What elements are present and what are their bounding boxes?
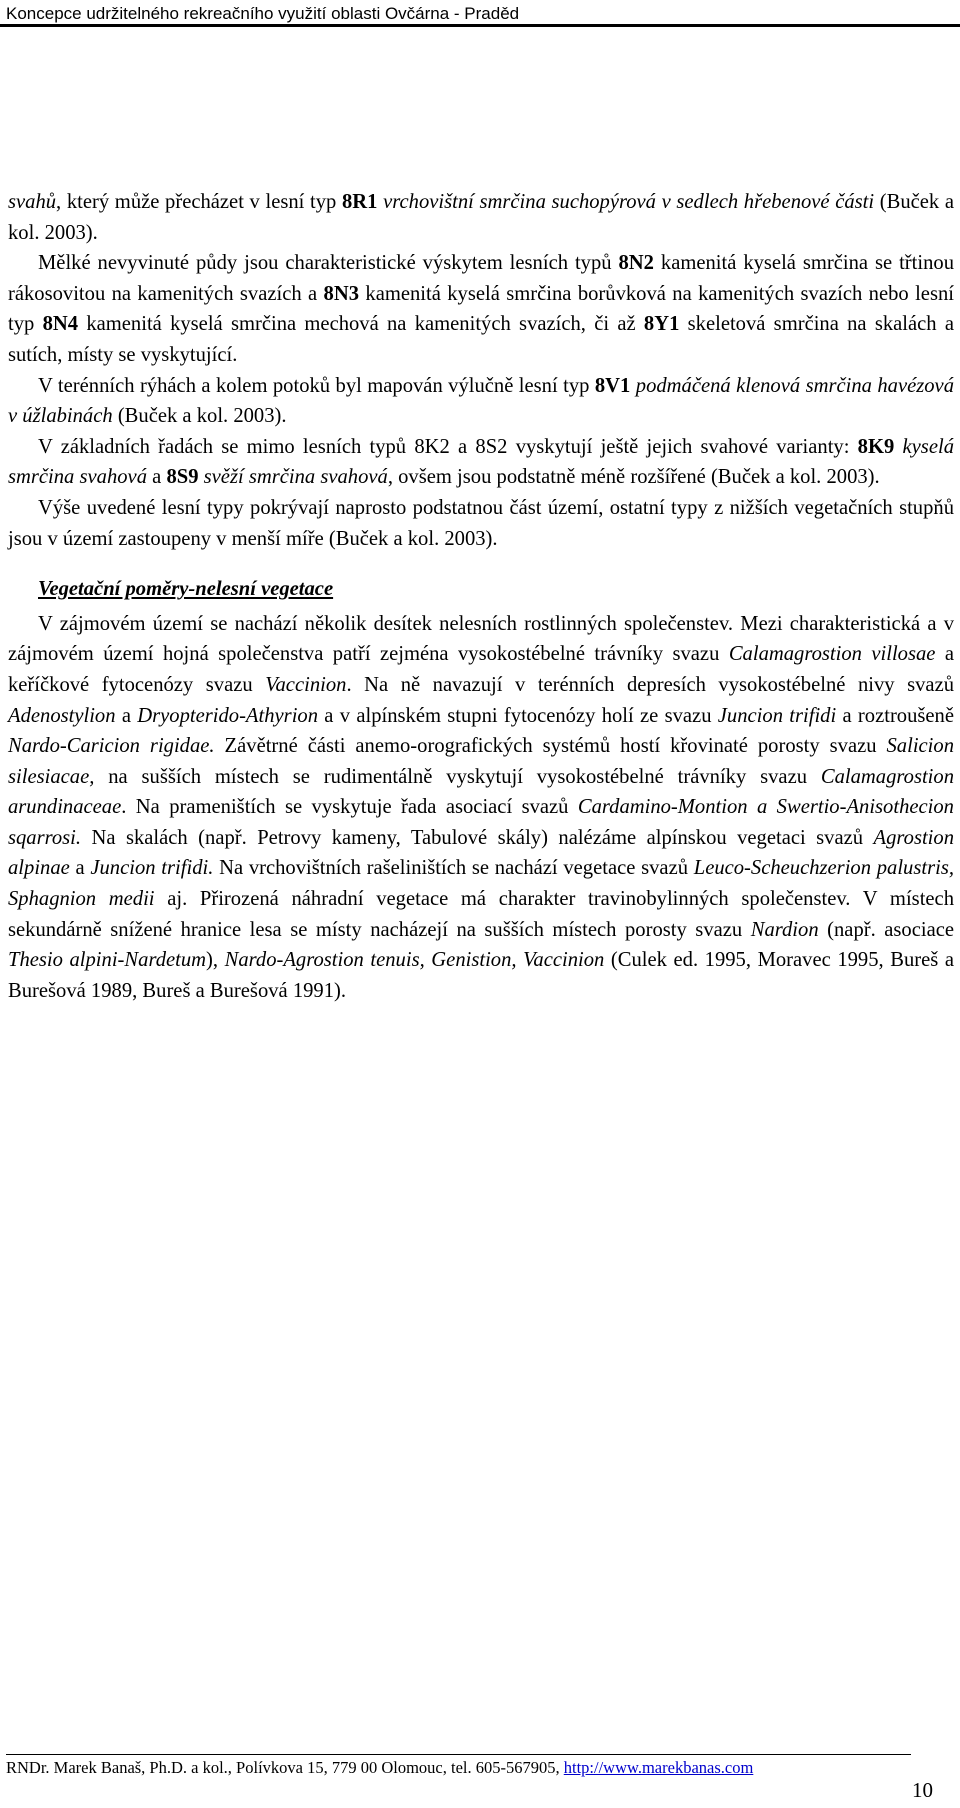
page-header <box>0 0 960 28</box>
page-number: 10 <box>912 1778 933 1802</box>
paragraph-3: V terénních rýhách a kolem potoků byl mapován výlučně lesní typ 8V1 podmáčená klenová smrčina havézová v úžlabinách (Buček a kol. 2003). <box>8 374 954 428</box>
section-heading: Vegetační poměry-nelesní vegetace <box>38 578 334 601</box>
paragraph-5: Výše uvedené lesní typy pokrývají naprosto podstatnou část území, ostatní typy z nižších vegetačních stupňů jsou v území zastoupeny v menší míře (Buček a kol. 2003). <box>8 496 954 550</box>
paragraph-1: svahů, který může přecházet v lesní typ 8R1 vrchovištní smrčina suchopýrová v sedlech hřebenové části (Buček a kol. 2003). <box>8 191 955 244</box>
document-body <box>8 187 954 1006</box>
paragraph-6: V zájmovém území se nachází několik desítek nelesních rostlinných společenstev. Mezi charakteristická a v zájmovém území hojná společenstva patří zejména vysokostébelné trávníky svazu Calamagrostion villosae a keříčkové fytocenózy svazu Vaccinion. Na ně navazují v terénních depresích vysokostébelné nivy svazů Adenostylion a Dryopterido-Athyrion a v alpínském stupni fytocenózy holí ze svazu Juncion trifidi a roztroušeně Nardo-Caricion rigidae. Závětrné části anemo-orografických systémů hostí křovinaté porosty svazu Salicion silesiacae, na sušších místech se rudimentálně vyskytují vysokostébelné trávníky svazu Calamagrostion arundinaceae. Na prameništích se vyskytuje řada asociací svazů Cardamino-Montion a Swertio-Anisothecion sqarrosi. Na skalách (např. Petrovy kameny, Tabulové skály) nalézáme alpínskou vegetaci svazů Agrostion alpinae a Juncion trifidi. Na vrchovištních rašeliništích se nachází vegetace svazů Leuco-Scheuchzerion palustris, Sphagnion medii aj. Přirozená náhradní vegetace má charakter travinobylinných společenstev. V místech sekundárně snížené hranice lesa se místy nacházejí na sušších místech porosty svazu Nardion (např. asociace Thesio alpini-Nardetum), Nardo-Agrostion tenuis, Genistion, Vaccinion (Culek ed. 1995, Moravec 1995, Bureš a Burešová 1989, Bureš a Burešová 1991). <box>8 612 955 1002</box>
footer <box>6 1758 753 1778</box>
footer-website-link[interactable]: http://www.marekbanas.com <box>563 1758 754 1777</box>
footer-rule <box>6 1754 911 1755</box>
header-title: Koncepce udržitelného rekreačního využití oblasti Ovčárna - Praděd <box>6 4 520 23</box>
paragraph-4: V základních řadách se mimo lesních typů 8K2 a 8S2 vyskytují ještě jejich svahové varianty: 8K9 kyselá smrčina svahová a 8S9 svěží smrčina svahová, ovšem jsou podstatně méně rozšířené (Buček a kol. 2003). <box>8 435 954 489</box>
footer-contact: RNDr. Marek Banaš, Ph.D. a kol., Polívkova 15, 779 00 Olomouc, tel. 605-567905, <box>6 1758 564 1777</box>
header-rule <box>0 24 960 27</box>
paragraph-2: Mělké nevyvinuté půdy jsou charakteristické výskytem lesních typů 8N2 kamenitá kyselá smrčina se třtinou rákosovitou na kamenitých svazích a 8N3 kamenitá kyselá smrčina borůvková na kamenitých svazích nebo lesní typ 8N4 kamenitá kyselá smrčina mechová na kamenitých svazích, či až 8Y1 skeletová smrčina na skalách a sutích, místy se vyskytující. <box>8 252 955 366</box>
